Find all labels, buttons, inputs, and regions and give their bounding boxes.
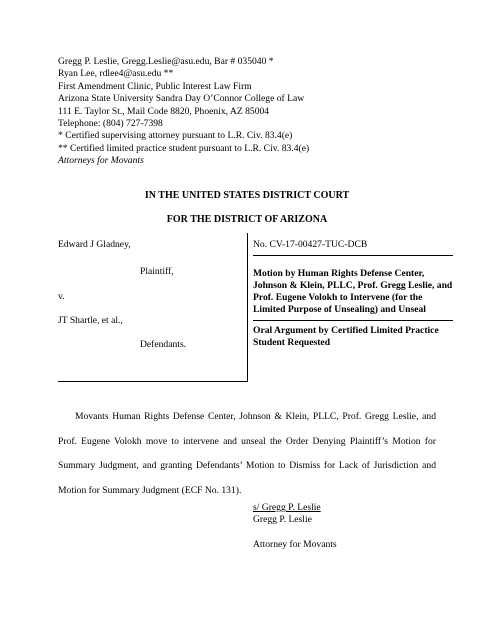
header-line-name: Gregg P. Leslie, Gregg.Leslie@asu.edu, Bar # 035040 * [58, 56, 274, 67]
case-number: No. CV-17-00427-TUC-DCB [253, 233, 453, 256]
signature-line: s/ Gregg P. Leslie [253, 502, 321, 513]
attorney-header [58, 56, 309, 168]
case-caption-parties [58, 233, 248, 382]
plaintiff-name: Edward J Gladney, [58, 239, 131, 250]
header-line-clinic: First Amendment Clinic, Public Interest Law Firm [58, 80, 252, 92]
case-caption-right [253, 233, 453, 349]
header-line-student: Ryan Lee, rdlee4@asu.edu ** [58, 68, 174, 80]
signatory-name: Gregg P. Leslie [253, 514, 312, 525]
header-line-address: 111 E. Taylor St., Mail Code 8820, Phoenix, AZ 85004 [58, 105, 270, 117]
header-line-note-student: ** Certified limited practice student pursuant to L.R. Civ. 83.4(e) [58, 142, 310, 154]
defendant-role: Defendants. [140, 339, 187, 350]
motion-paragraph: Movants Human Rights Defense Center, Johnson & Klein, PLLC, Prof. Gregg Leslie, and Prof. Eugene Volokh move to intervene and unseal the Order Denying Plaintiff’s Motion for Summary Judgment, and granting Defendants’ Motion to Dismiss for Lack of Jurisdiction and Motion for Summary Judgment (ECF No. 131). [58, 411, 436, 496]
motion-title: Motion by Human Rights Defense Center, Johnson & Klein, PLLC, Prof. Gregg Leslie, and Prof. Eugene Volokh to Intervene (for the Limited Purpose of Unsealing) and Unseal [253, 268, 453, 315]
oral-argument-request: Oral Argument by Certified Limited Practice Student Requested [253, 320, 453, 349]
defendant-name: JT Shartle, et al., [58, 315, 123, 326]
court-district: FOR THE DISTRICT OF ARIZONA [166, 214, 328, 225]
header-line-phone: Telephone: (804) 727-7398 [58, 118, 163, 130]
plaintiff-role: Plaintiff, [140, 266, 174, 277]
header-line-note-attorney: * Certified supervising attorney pursuant to L.R. Civ. 83.4(e) [58, 130, 293, 142]
versus: v. [58, 291, 65, 302]
header-line-school: Arizona State University Sandra Day O’Connor College of Law [58, 93, 305, 105]
signatory-title: Attorney for Movants [253, 539, 337, 550]
court-title: IN THE UNITED STATES DISTRICT COURT [144, 190, 350, 201]
attorneys-for-movants: Attorneys for Movants [58, 155, 144, 167]
